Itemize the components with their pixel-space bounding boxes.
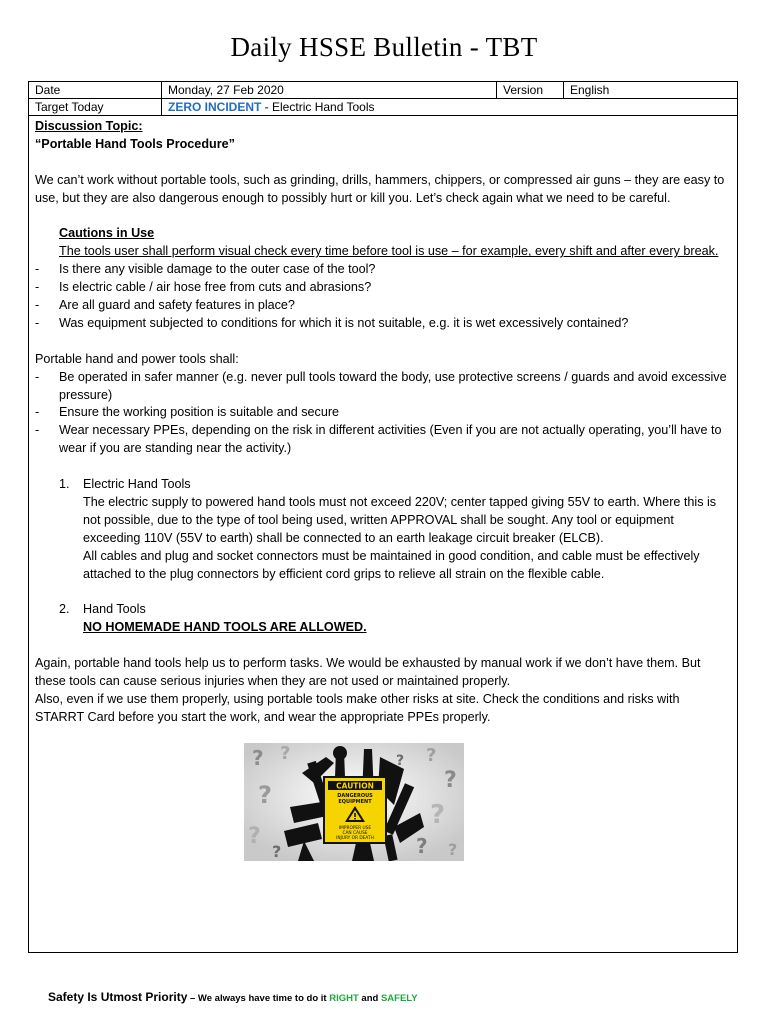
shall-list <box>35 369 731 459</box>
sign-line3: IMPROPER USE <box>338 826 372 831</box>
section-title: Electric Hand Tools <box>83 477 191 492</box>
section-1-paragraph-2: All cables and plug and socket connectors must be maintained in good condition, and cable must be effectively attached to the plug connectors by efficient cord grips to relieve all strain on the flexible cable. <box>83 548 700 581</box>
section-1-paragraph-1: The electric supply to powered hand tools must not exceed 220V; center tapped giving 55V to earth. Where this is not possible, due to the type of tool being used, written APPROVAL shall be sought. Any tool or equipment exceeding 110V (55V to earth) shall be connected to an earth leakage circuit breaker (ELCB). <box>83 494 717 545</box>
page-title: Daily HSSE Bulletin - TBT <box>230 32 538 62</box>
closing-paragraph-2: Also, even if we use them properly, using portable tools make other risks at site. Check the conditions and risks with STARRT Card before you start the work, and wear the appropriate PPEs properly. <box>35 691 680 724</box>
sign-line4: CAN CAUSE <box>342 831 368 836</box>
list-item: - Is electric cable / air hose free from cuts and abrasions? <box>35 279 731 297</box>
caution-illustration <box>244 743 464 861</box>
svg-text:?: ? <box>416 834 428 858</box>
discussion-heading: Discussion Topic: <box>35 119 143 133</box>
cautions-heading: Cautions in Use <box>59 226 155 241</box>
svg-text:?: ? <box>272 842 282 861</box>
svg-text:?: ? <box>248 824 261 849</box>
footer-and: and <box>358 993 381 1004</box>
discussion-topic: “Portable Hand Tools Procedure” <box>35 136 235 151</box>
date-label: Date <box>29 82 162 99</box>
list-item: - Are all guard and safety features in place? <box>35 297 731 315</box>
svg-text:?: ? <box>444 768 457 793</box>
target-value: Electric Hand Tools <box>272 100 375 114</box>
shall-lead: Portable hand and power tools shall: <box>35 351 239 366</box>
cautions-list <box>35 261 731 333</box>
section-number: 1. <box>59 477 70 492</box>
section-number: 2. <box>59 602 70 617</box>
list-item: - Be operated in safer manner (e.g. never pull tools toward the body, use protective screens / guards and avoid excessive pressure) <box>35 369 731 405</box>
section-2-title-row <box>35 601 731 619</box>
svg-text:?: ? <box>430 800 446 830</box>
target-cell <box>162 99 738 116</box>
date-value: Monday, 27 Feb 2020 <box>162 82 497 99</box>
tools-question-marks-image <box>244 743 464 861</box>
svg-text:?: ? <box>448 840 458 859</box>
target-separator: - <box>261 100 273 114</box>
sign-line1: DANGEROUS <box>337 793 373 799</box>
content <box>29 116 737 727</box>
list-item: - Is there any visible damage to the outer case of the tool? <box>35 261 731 279</box>
target-highlight: ZERO INCIDENT <box>168 100 262 114</box>
cautions-lead: The tools user shall perform visual check every time before tool is use – for example, every shift and after every break. <box>59 244 719 259</box>
section-2-paragraph-1: NO HOMEMADE HAND TOOLS ARE ALLOWED. <box>83 620 367 635</box>
header-table <box>29 82 737 116</box>
section-title: Hand Tools <box>83 602 146 617</box>
footer-right: RIGHT <box>329 993 359 1004</box>
intro-paragraph: We can’t work without portable tools, such as grinding, drills, hammers, chippers, or compressed air guns – they are easy to use, but they are also dangerous enough to possibly hurt or kill you. Let’s check again what we need to be careful. <box>35 172 725 205</box>
caution-sign <box>324 777 386 843</box>
list-item: - Was equipment subjected to conditions for which it is not suitable, e.g. it is wet excessively contained? <box>35 315 731 333</box>
target-label: Target Today <box>29 99 162 116</box>
svg-text:?: ? <box>252 746 264 770</box>
svg-text:?: ? <box>396 753 405 769</box>
version-label: Version <box>497 82 564 99</box>
svg-text:?: ? <box>426 745 437 766</box>
footer-mid: – We always have time to do it <box>187 993 330 1004</box>
footer-lead: Safety Is Utmost Priority <box>48 990 188 1004</box>
sign-caution-text: CAUTION <box>336 781 374 791</box>
footer-slogan <box>48 990 418 1004</box>
version-value: English <box>564 82 738 99</box>
svg-text:?: ? <box>258 781 272 809</box>
sign-line2: EQUIPMENT <box>338 799 372 805</box>
svg-text:?: ? <box>280 743 291 764</box>
closing-paragraph-1: Again, portable hand tools help us to perform tasks. We would be exhausted by manual work if we don’t have them. But these tools can cause serious injuries when they are not used or maintained properly. <box>35 656 701 688</box>
list-item: - Wear necessary PPEs, depending on the risk in different activities (Even if you are not actually operating, you’ll have to wear if you are standing near the activity.) <box>35 422 731 458</box>
section-1-title-row <box>35 476 731 494</box>
sign-line5: INJURY OR DEATH <box>336 836 374 841</box>
footer-safely: SAFELY <box>380 993 418 1004</box>
list-item: - Ensure the working position is suitable and secure <box>35 404 731 422</box>
